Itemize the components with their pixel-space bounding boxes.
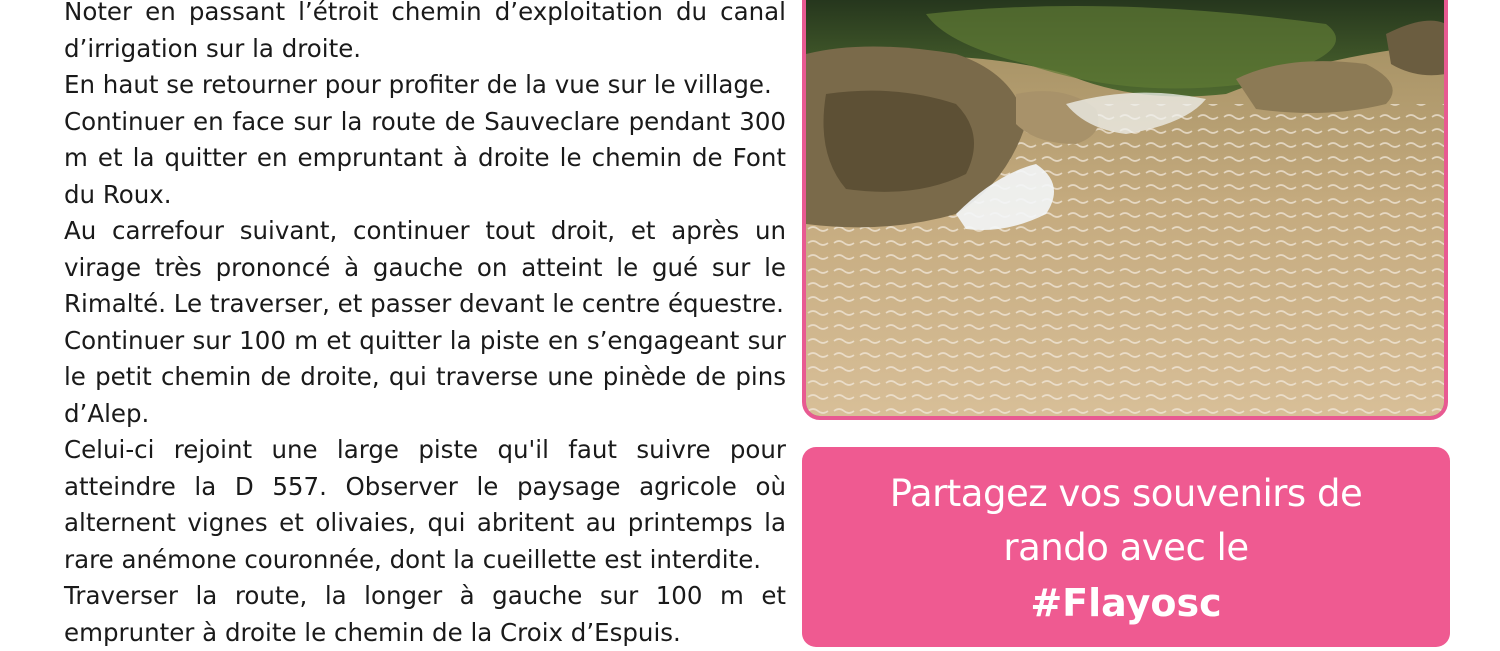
share-callout <box>802 447 1450 647</box>
hashtag: #Flayosc <box>1030 581 1222 625</box>
paragraph-7: Traverser la route, la longer à gauche sur 100 m et emprunter à droite le chemin de la Croix d’Espuis. <box>64 581 786 647</box>
stream-photo <box>802 0 1448 420</box>
paragraph-2: En haut se retourner pour profiter de la vue sur le village. <box>64 70 772 99</box>
share-line-1: Partagez vos souvenirs de <box>889 472 1363 515</box>
paragraph-4: Au carrefour suivant, continuer tout droit, et après un virage très prononcé à gauche on atteint le gué sur le Rimalté. Le traverser, et passer devant le centre équestre. <box>64 216 786 318</box>
paragraph-3: Continuer en face sur la route de Sauveclare pendant 300 m et la quitter en empruntant à droite le chemin de Font du Roux. <box>64 106 786 209</box>
paragraph-5: Continuer sur 100 m et quitter la piste en s’engageant sur le petit chemin de droite, qui traverse une pinède de pins d’Alep. <box>64 325 786 428</box>
paragraph-1: Noter en passant l’étroit chemin d’exploitation du canal d’irrigation sur la droite. <box>64 0 786 63</box>
stream-photo-illustration <box>806 0 1446 418</box>
paragraph-6: Celui-ci rejoint une large piste qu'il faut suivre pour atteindre la D 557. Observer le paysage agricole où alternent vignes et olivaies, qui abritent au printemps la rare anémone couronnée, dont la cueillette est interdite. <box>64 435 786 574</box>
walk-description <box>64 0 786 651</box>
share-line-2: rando avec le <box>1003 526 1249 569</box>
share-message <box>802 467 1450 575</box>
